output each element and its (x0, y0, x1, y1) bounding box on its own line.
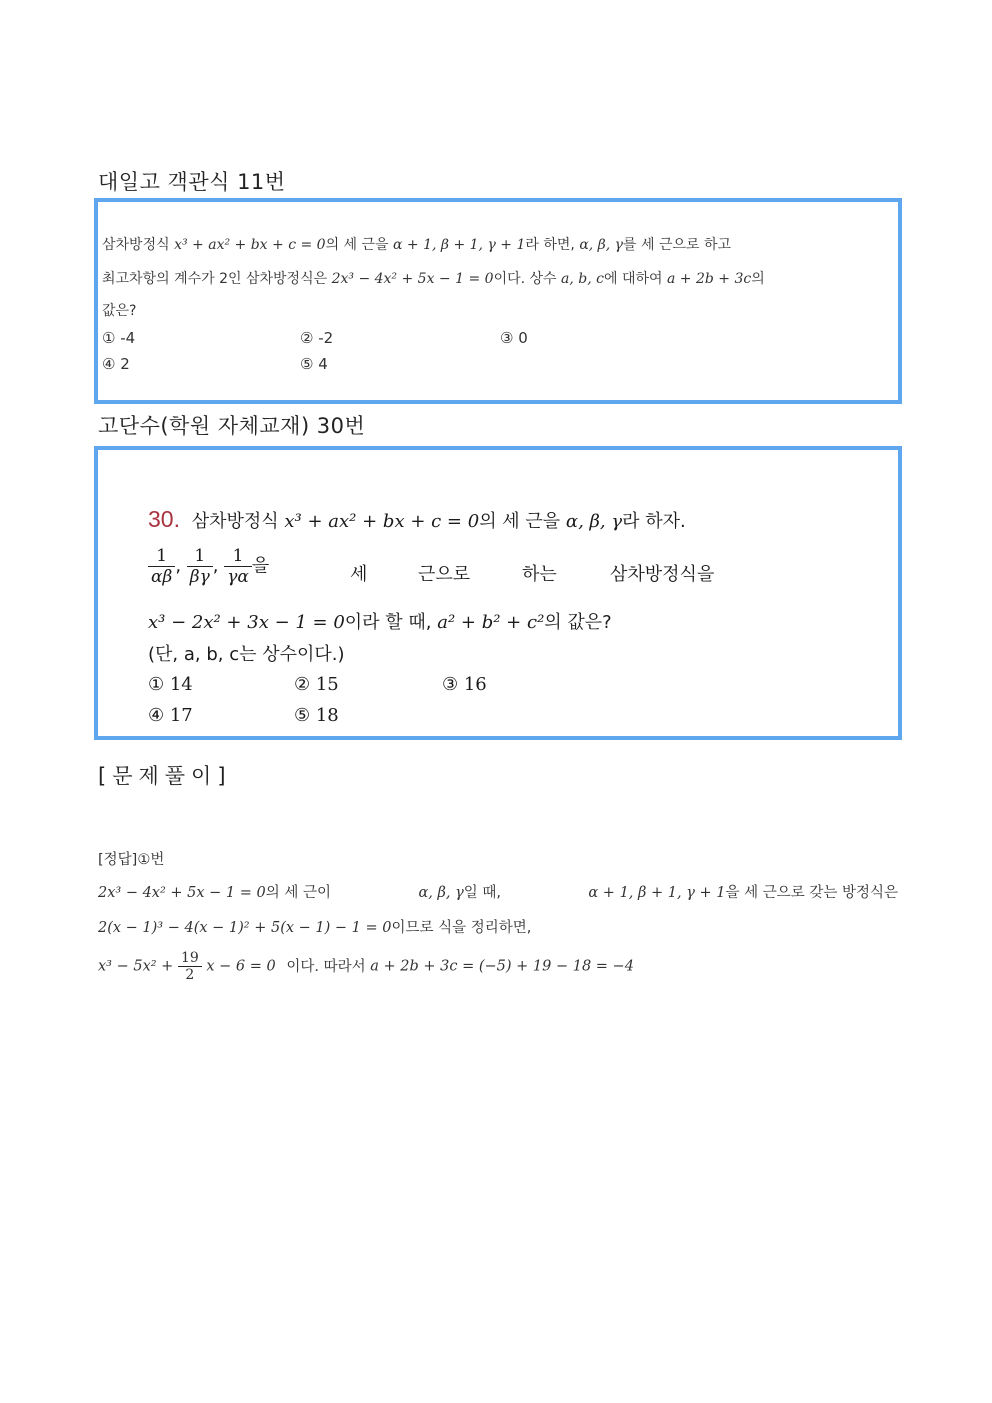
section1-heading: 대일고 객관식 11번 (98, 170, 286, 194)
q2-text: 의 세 근을 (479, 511, 561, 532)
fraction-2: $\frac{1}{\beta\gamma}$ (187, 546, 213, 587)
fraction-3: $\frac{1}{\gamma\alpha}$ (224, 546, 252, 587)
q1-text: 라 하면, (525, 237, 575, 253)
q2-word: 하는 (522, 564, 557, 585)
q1-text: 에 대하여 (603, 271, 663, 287)
q1-text: 를 세 근으로 하고 (623, 237, 732, 253)
q1-line-1 (102, 234, 731, 254)
solution-equation: 2(x − 1)³ − 4(x − 1)² + 5(x − 1) − 1 = 0 (98, 920, 392, 936)
solution-result: a + 2b + 3c = (−5) + 19 − 18 = −4 (370, 958, 634, 975)
q1-text: 의 (751, 271, 765, 287)
q1-constants: a, b, c (561, 271, 604, 287)
solution-line-2 (98, 916, 531, 937)
solution-text: 을 세 근으로 갖는 방정식은 (725, 885, 898, 901)
q1-option-4[interactable]: ④ 2 (102, 355, 130, 373)
q1-equation: x³ + ax² + bx + c = 0 (174, 237, 326, 253)
question-box-1 (94, 198, 902, 404)
q1-option-2[interactable]: ② -2 (300, 329, 334, 347)
solution-fraction: $\frac{19}{2}$ (178, 950, 202, 983)
solution-roots: α, β, γ (418, 885, 464, 901)
question-number: 30. (148, 506, 180, 532)
q2-line-2: $\frac{1}{\alpha\beta}$ , $\frac{1}{\beta\gamma}$ , $\frac{1}{\gamma\alpha}$ 을 세 근으로 하는 삼차방정식을 (148, 546, 728, 587)
q2-text: 삼차방정식 (191, 511, 279, 532)
solution-text: 이므로 식을 정리하면, (391, 920, 532, 936)
q1-text: 의 세 근을 (325, 237, 389, 253)
section2-heading: 고단수(학원 자체교재) 30번 (98, 414, 366, 438)
q1-option-1[interactable]: ① -4 (102, 329, 136, 347)
q1-option-5[interactable]: ⑤ 4 (300, 355, 328, 373)
solution-text: 의 세 근이 (265, 885, 332, 901)
solution-text: 이다. 따라서 (286, 958, 366, 975)
q1-text: 이다. 상수 (493, 271, 557, 287)
question-box-2 (94, 446, 902, 740)
q2-line-1 (148, 506, 686, 533)
solution-equation: x − 6 = 0 (206, 958, 276, 975)
q2-equation: x³ + ax² + bx + c = 0 (284, 511, 480, 532)
q1-line-3: 값은? (102, 303, 137, 319)
q1-text: 최고차항의 계수가 2인 삼차방정식은 (102, 271, 328, 287)
q1-option-3[interactable]: ③ 0 (500, 329, 528, 347)
q2-option-3[interactable]: ③ 16 (442, 674, 487, 695)
fraction-1: $\frac{1}{\alpha\beta}$ (148, 546, 175, 587)
q2-text: 을 (251, 555, 270, 577)
q2-text: 이라 할 때, (344, 612, 432, 633)
q1-roots: α, β, γ (579, 237, 624, 253)
answer-label: [정답]①번 (98, 852, 165, 868)
solution-roots: α + 1, β + 1, γ + 1 (588, 885, 726, 901)
solution-equation: 2x³ − 4x² + 5x − 1 = 0 (98, 885, 266, 901)
solution-line-1 (98, 881, 898, 902)
q1-equation: 2x³ − 4x² + 5x − 1 = 0 (331, 271, 494, 287)
q2-line-3 (148, 608, 612, 634)
q2-word: 근으로 (418, 564, 471, 585)
q2-word: 세 (350, 564, 368, 585)
q2-equation: x³ − 2x² + 3x − 1 = 0 (148, 612, 345, 633)
q2-option-4[interactable]: ④ 17 (148, 705, 193, 726)
q2-word: 삼차방정식을 (610, 564, 715, 585)
q1-expression: a + 2b + 3c (666, 271, 752, 287)
q2-option-5[interactable]: ⑤ 18 (294, 705, 339, 726)
q2-option-1[interactable]: ① 14 (148, 674, 193, 695)
q1-roots: α + 1, β + 1, γ + 1 (393, 237, 526, 253)
q2-text: 라 하자. (622, 511, 686, 532)
solution-text: 일 때, (463, 885, 501, 901)
q2-expression: a² + b² + c² (437, 612, 545, 633)
q2-text: 의 값은? (544, 612, 612, 633)
solution-heading: [문제풀이] (98, 764, 232, 788)
solution-line-3 (98, 950, 634, 983)
q1-line-2 (102, 268, 765, 288)
q2-option-2[interactable]: ② 15 (294, 674, 339, 695)
solution-equation: x³ − 5x² + (98, 958, 174, 975)
q2-roots: α, β, γ (565, 511, 623, 532)
q1-text: 삼차방정식 (102, 237, 170, 253)
q2-note: (단, a, b, c는 상수이다.) (148, 644, 345, 665)
